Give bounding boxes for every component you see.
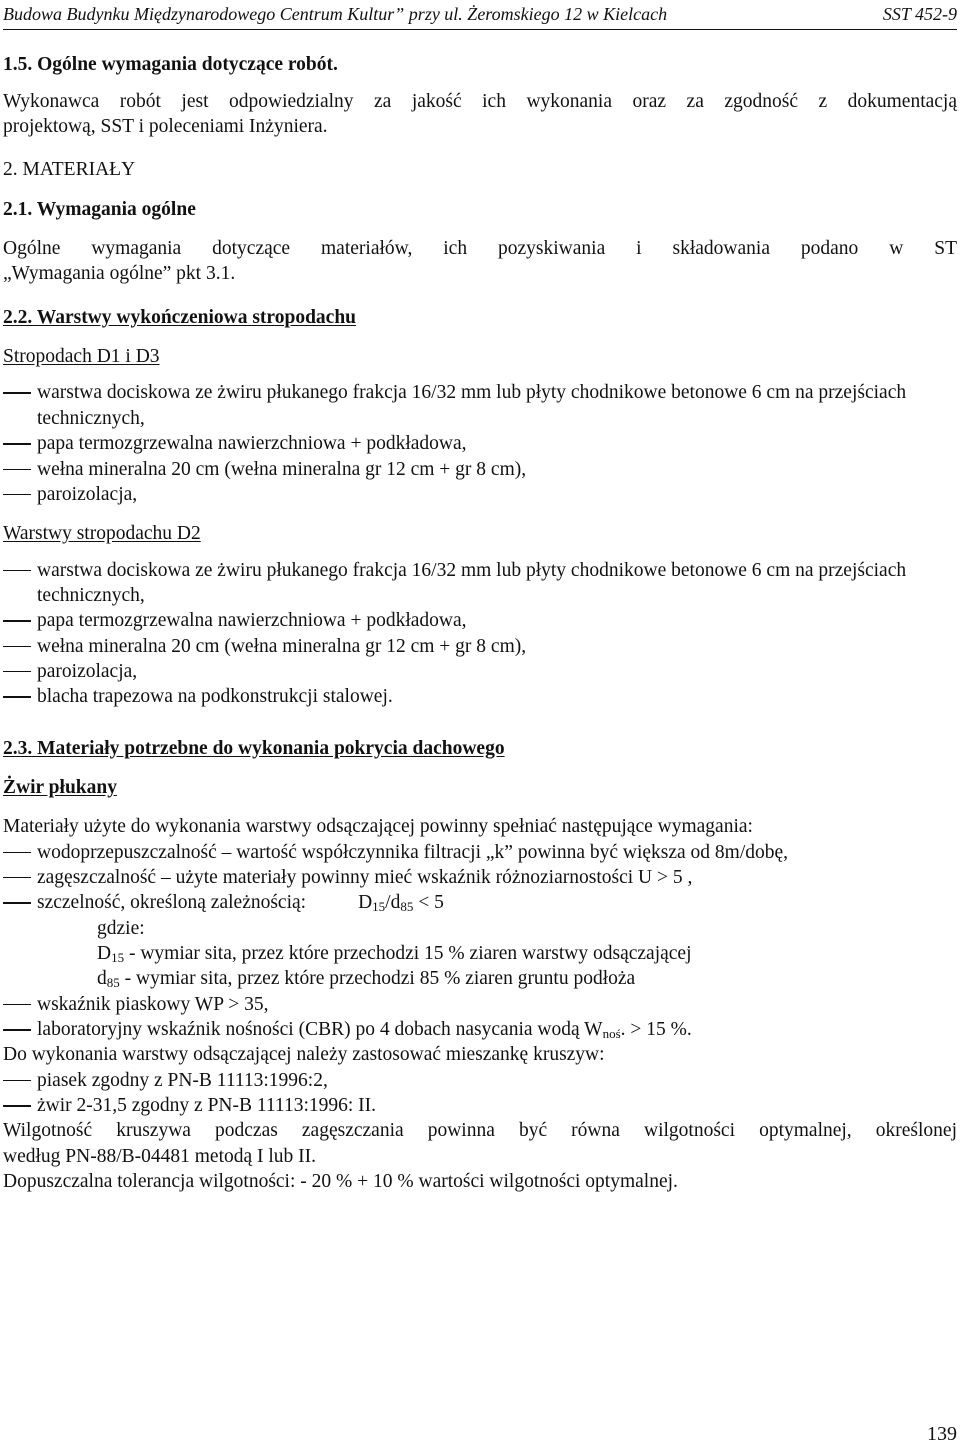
paragraph-mix-intro: Do wykonania warstwy odsączającej należy zastosować mieszankę kruszyw: [3,1044,605,1066]
heading-2-3: 2.3. Materiały potrzebne do wykonania pokrycia dachowego [3,737,505,759]
list-item: zagęszczalność – użyte materiały powinny mieć wskaźnik różnoziarnostości U > 5 , [37,866,693,888]
subheading-zwir-plukany: Żwir płukany [3,776,117,798]
heading-2-materials: 2. MATERIAŁY [3,159,136,181]
paragraph-contractor-line1: Wykonawca robót jest odpowiedzialny za jakość ich wykonania oraz za zgodność z dokumentacją [3,90,957,112]
requirements-list-cont [3,992,957,1043]
paragraph-humidity-line2: według PN-88/B-04481 metodą I lub II. [3,1145,317,1167]
tightness-formula: $D_{15}/d_{85} < 5$ [358,892,444,915]
list-item: żwir 2-31,5 zgodny z PN-B 11113:1996: II. [37,1095,377,1117]
header-spec-code: SST 452-9 [882,4,957,24]
paragraph-general-line2: „Wymagania ogólne” pkt 3.1. [3,263,236,285]
formula-d15-definition: $D_{15}$ - wymiar sita, przez które przechodzi 15 % ziaren warstwy odsączającej [97,943,692,966]
formula-d85-definition: $d_{85}$ - wymiar sita, przez które przechodzi 85 % ziaren gruntu podłoża [97,968,636,991]
list-item: paroizolacja, [37,660,138,682]
list-item: wodoprzepuszczalność – wartość współczynnika filtracji „k” powinna być większa od 8m/dobę, [37,841,789,863]
list-item: wskaźnik piaskowy WP > 35, [37,993,269,1015]
page-header [3,0,957,30]
list-item: warstwa dociskowa ze żwiru płukanego frakcja 16/32 mm lub płyty chodnikowe betonowe 6 cm na przejściach technicznych, [37,382,907,429]
paragraph-contractor-line2: projektową, SST i poleceniami Inżyniera. [3,116,328,138]
paragraph-tolerance: Dopuszczalna tolerancja wilgotności: - 20 % + 10 % wartości wilgotności optymalnej. [3,1171,678,1193]
paragraph-general-line1: Ogólne wymagania dotyczące materiałów, ich pozyskiwania i składowania podano w ST [3,238,957,260]
list-item: blacha trapezowa na podkonstrukcji stalowej. [37,686,393,708]
list-item: piasek zgodny z PN-B 11113:1996:2, [37,1069,328,1091]
subheading-stropodach-d2: Warstwy stropodachu D2 [3,523,201,545]
heading-1-5: 1.5. Ogólne wymagania dotyczące robót. [3,54,338,76]
requirements-list [3,840,957,916]
paragraph-requirements-intro: Materiały użyte do wykonania warstwy odsączającej powinny spełniać następujące wymagania: [3,816,753,838]
layers-list-d2 [3,558,957,710]
list-item: warstwa dociskowa ze żwiru płukanego frakcja 16/32 mm lub płyty chodnikowe betonowe 6 cm na przejściach technicznych, [37,559,907,606]
list-item: szczelność, określoną zależnością: $D_{15}/d_{85} < 5$ [37,892,444,915]
header-title: Budowa Budynku Międzynarodowego Centrum Kultur” przy ul. Żeromskiego 12 w Kielcach [3,4,668,24]
list-item: laboratoryjny wskaźnik nośności (CBR) po 4 dobach nasycania wodą $W_{noś}$. > 15 %. [37,1019,692,1042]
list-item: wełna mineralna 20 cm (wełna mineralna gr 12 cm + gr 8 cm), [37,635,527,657]
page-number: 139 [927,1423,957,1445]
document-page [3,0,957,1194]
list-item: papa termozgrzewalna nawierzchniowa + podkładowa, [37,433,467,455]
list-item: paroizolacja, [37,483,138,505]
subheading-stropodach-d1-d3: Stropodach D1 i D3 [3,346,160,368]
heading-2-1: 2.1. Wymagania ogólne [3,198,196,220]
paragraph-humidity-line1: Wilgotność kruszywa podczas zagęszczania powinna być równa wilgotności optymalnej, określonej [3,1120,957,1142]
heading-2-2: 2.2. Warstwy wykończeniowa stropodachu [3,306,357,328]
list-item: wełna mineralna 20 cm (wełna mineralna gr 12 cm + gr 8 cm), [37,458,527,480]
formula-where-label: gdzie: [97,917,145,939]
layers-list-d1-d3 [3,380,957,507]
aggregate-mix-list [3,1068,957,1119]
list-item: papa termozgrzewalna nawierzchniowa + podkładowa, [37,610,467,632]
